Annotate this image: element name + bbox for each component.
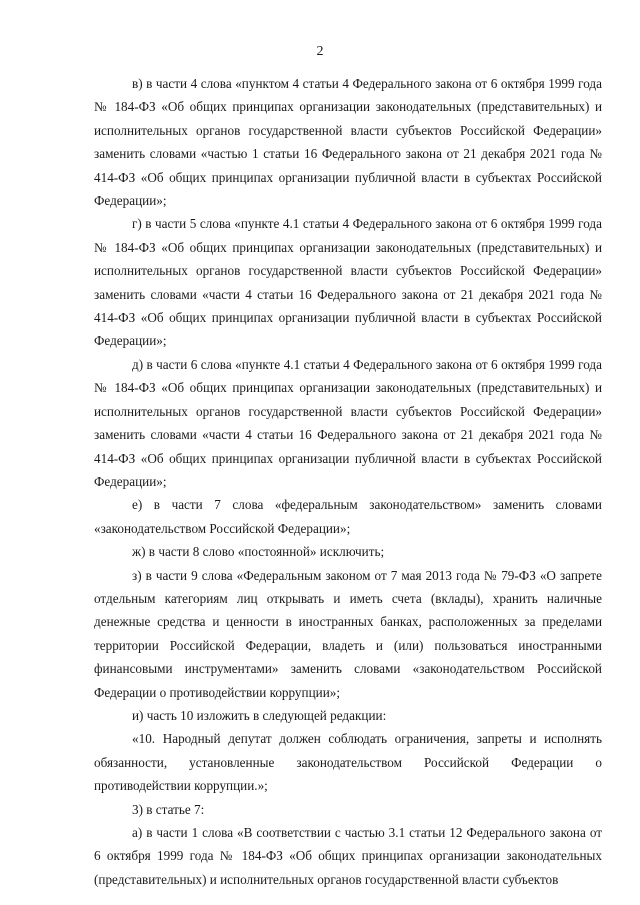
document-body — [94, 72, 602, 891]
paragraph-v: в) в части 4 слова «пунктом 4 статьи 4 Федерального закона от 6 октября 1999 года № 184-ФЗ «Об общих принципах организации законодательных (представительных) и исполнительных органов государственной власти субъектов Российской Федерации» заменить словами «частью 1 статьи 16 Федерального закона от 21 декабря 2021 года № 414-ФЗ «Об общих принципах организации публичной власти в субъектах Российской Федерации»; — [94, 76, 602, 209]
paragraph-i: и) часть 10 изложить в следующей редакции: — [132, 707, 387, 723]
paragraph-g: г) в части 5 слова «пункте 4.1 статьи 4 Федерального закона от 6 октября 1999 года № 184-ФЗ «Об общих принципах организации законодательных (представительных) и исполнительных органов государственной власти субъектов Российской Федерации» заменить словами «части 4 статьи 16 Федерального закона от 21 декабря 2021 года № 414-ФЗ «Об общих принципах организации публичной власти в субъектах Российской Федерации»; — [94, 216, 602, 349]
paragraph-d: д) в части 6 слова «пункте 4.1 статьи 4 Федерального закона от 6 октября 1999 года № 184-ФЗ «Об общих принципах организации законодательных (представительных) и исполнительных органов государственной власти субъектов Российской Федерации» заменить словами «части 4 статьи 16 Федерального закона от 21 декабря 2021 года № 414-ФЗ «Об общих принципах организации публичной власти в субъектах Российской Федерации»; — [94, 356, 602, 489]
paragraph-e: е) в части 7 слова «федеральным законодательством» заменить словами «законодательством Российской Федерации»; — [94, 497, 602, 536]
page-number: 2 — [316, 44, 324, 59]
paragraph-a: а) в части 1 слова «В соответствии с частью 3.1 статьи 12 Федерального закона от 6 октября 1999 года № 184-ФЗ «Об общих принципах организации законодательных (представительных) и исполнительных органов государственной власти субъектов — [94, 825, 602, 887]
paragraph-zh: ж) в части 8 слово «постоянной» исключить; — [132, 544, 385, 560]
paragraph-part-10: «10. Народный депутат должен соблюдать ограничения, запреты и исполнять обязанности, установленные законодательством Российской Федерации о противодействии коррупции.»; — [94, 731, 602, 794]
paragraph-z: з) в части 9 слова «Федеральным законом от 7 мая 2013 года № 79-ФЗ «О запрете отдельным категориям лиц открывать и иметь счета (вклады), хранить наличные денежные средства и ценности в иностранных банках, расположенных за пределами территории Российской Федерации, владеть и (или) пользоваться иностранными финансовыми инструментами» заменить словами «законодательством Российской Федерации о противодействии коррупции»; — [94, 567, 602, 700]
paragraph-article-7: 3) в статье 7: — [132, 801, 205, 817]
